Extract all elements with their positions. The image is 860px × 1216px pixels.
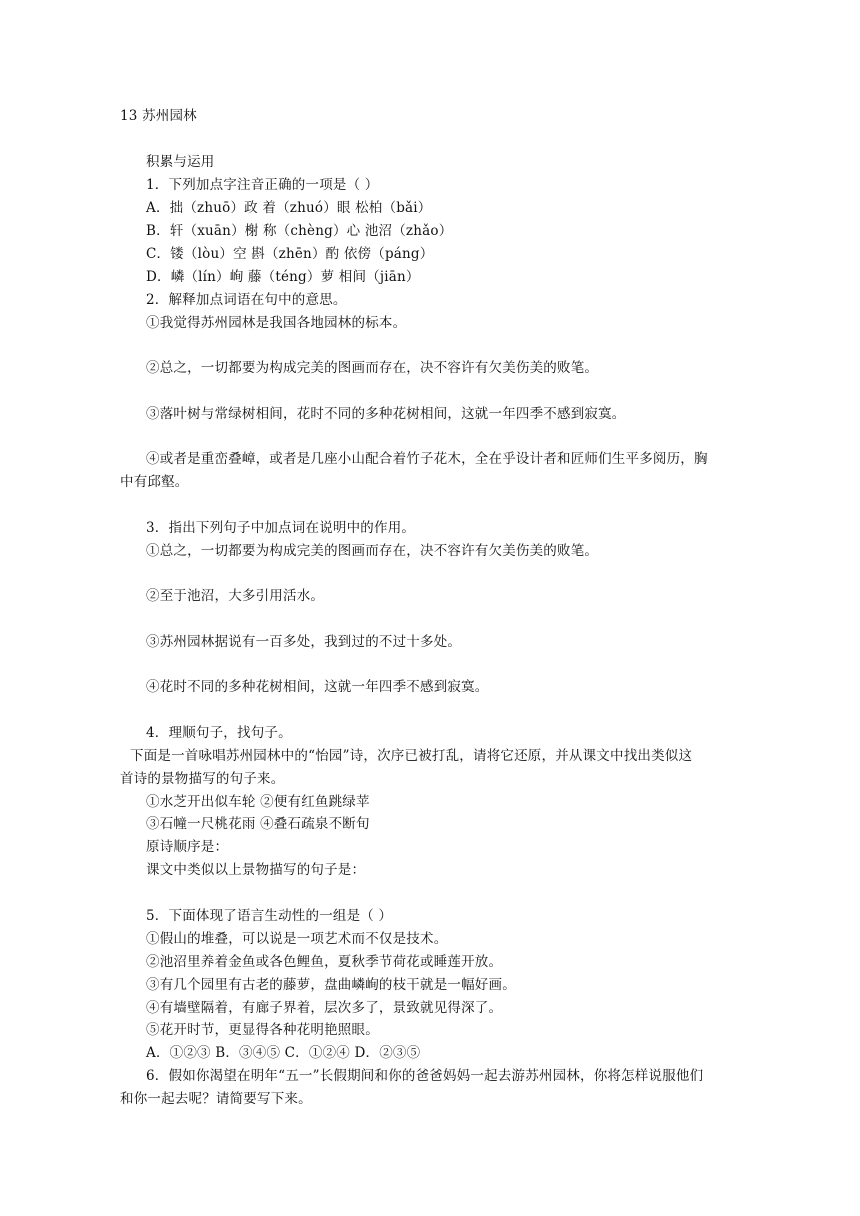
- q2-sentence-3: ③落叶树与常绿树相间，花时不同的多种花树相间，这就一年四季不感到寂寞。: [146, 406, 626, 422]
- q2-sentence-4-line-1: ④或者是重峦叠嶂，或者是几座小山配合着竹子花木，全在乎设计者和匠师们生平多阅历，胸: [146, 451, 708, 467]
- q2-sentence-4-line-2: 中有邱壑。: [120, 474, 189, 490]
- q1-stem: 1．下列加点字注音正确的一项是（ ）: [146, 177, 379, 193]
- q1-option-a: A．拙（zhuō）政 着（zhuó）眼 松柏（bǎi）: [146, 200, 432, 216]
- q6-line-1: 6．假如你渴望在明年“五一”长假期间和你的爸爸妈妈一起去游苏州园林，你将怎样说服他们: [146, 1068, 704, 1084]
- section-heading: 积累与运用: [146, 154, 215, 170]
- q3-stem: 3．指出下列句子中加点词在说明中的作用。: [146, 520, 416, 536]
- q3-sentence-4: ④花时不同的多种花树相间，这就一年四季不感到寂寞。: [146, 679, 489, 695]
- q3-sentence-3: ③苏州园林据说有一百多处，我到过的不过十多处。: [146, 634, 462, 650]
- q4-poem-line-1: ①水芝开出似车轮 ②便有红鱼跳绿苹: [146, 794, 370, 810]
- q1-option-b: B．轩（xuān）榭 称（chèng）心 池沼（zhǎo）: [146, 223, 453, 239]
- q5-sentence-5: ⑤花开时节，更显得各种花明艳照眼。: [146, 1022, 379, 1038]
- q5-stem: 5．下面体现了语言生动性的一组是（ ）: [146, 908, 393, 924]
- q4-poem-line-2: ③石幢一尺桃花雨 ④叠石疏泉不断旬: [146, 816, 370, 832]
- q2-sentence-2: ②总之，一切都要为构成完美的图画而存在，决不容许有欠美伤美的败笔。: [146, 360, 599, 376]
- q4-stem: 4．理顺句子，找句子。: [146, 725, 292, 741]
- q4-order-prompt: 原诗顺序是：: [146, 839, 229, 855]
- q5-sentence-1: ①假山的堆叠，可以说是一项艺术而不仅是技术。: [146, 931, 448, 947]
- q5-sentence-4: ④有墙壁隔着，有廊子界着，层次多了，景致就见得深了。: [146, 1000, 503, 1016]
- q3-sentence-2: ②至于池沼，大多引用活水。: [146, 588, 325, 604]
- q2-sentence-1: ①我觉得苏州园林是我国各地园林的标本。: [146, 315, 407, 331]
- q2-stem: 2．解释加点词语在句中的意思。: [146, 292, 347, 308]
- q5-sentence-3: ③有几个园里有古老的藤萝，盘曲嶙峋的枝干就是一幅好画。: [146, 977, 516, 993]
- q5-answer-options: A．①②③ B．③④⑤ C．①②④ D．②③⑤: [146, 1045, 421, 1061]
- q1-option-d: D．嶙（lín）峋 藤（téng）萝 相间（jiān）: [146, 269, 420, 285]
- q1-option-c: C．镂（lòu）空 斟（zhēn）酌 依傍（páng）: [146, 246, 434, 262]
- q4-intro-line-1: 下面是一首咏唱苏州园林中的“怡园”诗，次序已被打乱，请将它还原，并从课文中找出类似这: [130, 748, 693, 764]
- q6-line-2: 和你一起去呢？请简要写下来。: [120, 1091, 312, 1107]
- document-title: 13 苏州园林: [120, 108, 197, 124]
- q5-sentence-2: ②池沼里养着金鱼或各色鲤鱼，夏秋季节荷花或睡莲开放。: [146, 954, 503, 970]
- q4-intro-line-2: 首诗的景物描写的句子来。: [120, 771, 285, 787]
- q4-similar-prompt: 课文中类似以上景物描写的句子是：: [146, 862, 366, 878]
- q3-sentence-1: ①总之，一切都要为构成完美的图画而存在，决不容许有欠美伤美的败笔。: [146, 543, 599, 559]
